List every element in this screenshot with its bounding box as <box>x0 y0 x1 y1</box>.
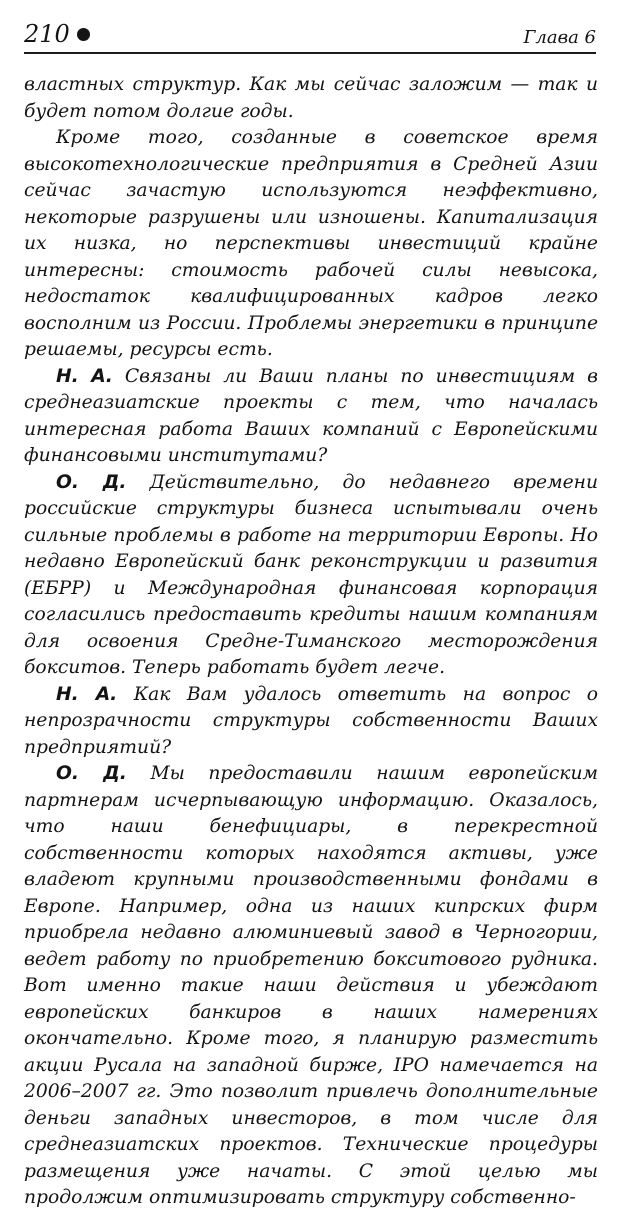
paragraph: О. Д. Действительно, до недавнего времени российские структуры бизнеса испытывали очень сильные проблемы в работе на территории Европы. Но недавно Европейский банк реконструкции и развития (ЕБРР) и Международная финансовая корпорация согласились предоставить кредиты нашим компаниям для освоения Средне-Тиманского месторождения бокситов. Теперь работать будет легче. <box>24 471 598 678</box>
bullet-icon <box>77 28 90 41</box>
page-number <box>24 20 90 48</box>
speaker-label: Н. А. <box>56 365 113 387</box>
paragraph: О. Д. Мы предоставили нашим европейским партнерам исчерпывающую информацию. Оказалось, что наши бенефициары, в перекрестной собственности которых находятся активы, уже владеют крупными производственными фондами в Европе. Например, одна из наших кипрских фирм приобрела недавно алюминиевый завод в Черногории, ведет работу по приобретению бокситового рудника. Вот именно такие наши действия и убеждают европейских банкиров в наших намерениях окончательно. Кроме того, я планирую разместить акции Русала на западной бирже, IPO намечается на 2006–2007 гг. Это позволит привлечь дополнительные деньги западных инвесторов, в том числе для среднеазиатских проектов. Технические процедуры размещения уже начаты. С этой целью мы продолжим оптимизировать структуру собственно- <box>24 763 598 1208</box>
paragraph: Н. А. Как Вам удалось ответить на вопрос о непрозрачности структуры собственности Ваших предприятий? <box>24 683 598 758</box>
speaker-label: О. Д. <box>56 471 127 493</box>
chapter-title: Глава 6 <box>523 27 596 48</box>
paragraph: Н. А. Связаны ли Ваши планы по инвестициям в среднеазиатские проекты с тем, что началась интересная работа Ваших компаний с Европейскими финансовыми институтами? <box>24 365 598 466</box>
running-header <box>24 20 596 54</box>
page-body <box>24 72 598 1212</box>
speaker-label: Н. А. <box>56 683 118 705</box>
paragraph: Кроме того, созданные в советское время высокотехнологические предприятия в Средней Азии сейчас зачастую используются неэффективно, некоторые разрушены или изношены. Капитализация их низка, но перспективы инвестиций крайне интересны: стоимость рабочей силы невысока, недостаток квалифицированных кадров легко восполним из России. Проблемы энергетики в принципе решаемы, ресурсы есть. <box>24 127 598 360</box>
speaker-label: О. Д. <box>56 763 127 784</box>
paragraph: властных структур. Как мы сейчас заложим — так и будет потом долгие годы. <box>24 74 598 122</box>
page-number-text: 210 <box>24 20 70 48</box>
